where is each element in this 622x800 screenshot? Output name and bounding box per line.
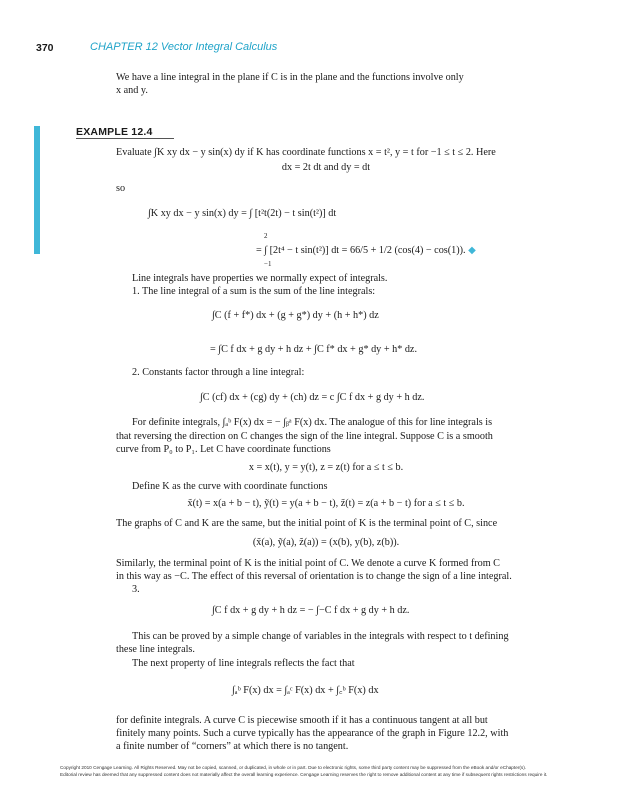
same-graph-line: The graphs of C and K are the same, but the initial point of K is the terminal point of C, since [116, 518, 498, 529]
property-3: 3. [132, 584, 140, 595]
property-1-eq-1: ∫C (f + f*) dx + (g + g*) dy + (h + h*) dz [212, 310, 379, 321]
integral-lower-limit: −1 [264, 260, 272, 268]
property-1-eq-2: = ∫C f dx + g dy + h dz + ∫C f* dx + g* dy + h* dz. [210, 344, 418, 355]
example-accent-bar [34, 126, 40, 254]
definite-line-3: curve from P₀ to P₁. Let C have coordinate functions [116, 444, 331, 455]
k-coordinate-eq: x̃(t) = x(a + b − t), ỹ(t) = y(a + b − t), z̃(t) = z(a + b − t) for a ≤ t ≤ b. [187, 498, 465, 509]
example-eq-2b [256, 244, 476, 257]
property-2: 2. Constants factor through a line integral: [132, 367, 305, 378]
copyright-line-2: Editorial review has deemed that any suppressed content does not materially affect the overall learning experience. Cengage Learning reserves the right to remove additional content at any time if subsequent rights restrictions require it. [60, 772, 548, 777]
page-number: 370 [36, 42, 54, 54]
example-eq-2a: ∫K xy dx − y sin(x) dy = ∫ [t²t(2t) − t sin(t²)] dt [148, 208, 337, 219]
proof-line-2: these line integrals. [116, 644, 195, 655]
similarly-line-2: in this way as −C. The effect of this reversal of orientation is to change the sign of a line integral. [116, 571, 512, 582]
piecewise-line-3: a finite number of “corners” at which there is no tangent. [116, 741, 349, 752]
example-line-1: Evaluate ∫K xy dx − y sin(x) dy if K has coordinate functions x = t², y = t for −1 ≤ t ≤ 2. Here [116, 147, 496, 158]
intro-line-1: We have a line integral in the plane if C is in the plane and the functions involve only [116, 72, 464, 83]
properties-intro: Line integrals have properties we normally expect of integrals. [132, 273, 388, 284]
property-1: 1. The line integral of a sum is the sum of the line integrals: [132, 286, 376, 297]
example-eq-1: dx = 2t dt and dy = dt [281, 162, 371, 173]
proof-line-1: This can be proved by a simple change of variables in the integrals with respect to t defining [132, 631, 509, 642]
copyright-line-1: Copyright 2010 Cengage Learning. All Rights Reserved. May not be copied, scanned, or duplicated, in whole or in part. Due to electronic rights, some third party content may be suppressed from the eBook and/or eChapter(s). [60, 765, 527, 770]
definite-line-2: that reversing the direction on C changes the sign of the line integral. Suppose C is a smooth [116, 431, 493, 442]
integral-upper-limit: 2 [264, 232, 268, 240]
copyright-footer [60, 764, 580, 778]
intro-line-2: x and y. [116, 85, 148, 96]
example-so: so [116, 183, 126, 194]
example-heading: EXAMPLE 12.4 [76, 126, 153, 138]
initial-point-eq: (x̃(a), ỹ(a), z̃(a)) = (x(b), y(b), z(b)). [252, 537, 400, 548]
definite-line-1: For definite integrals, ∫ₐᵇ F(x) dx = − ∫ᵦᵃ F(x) dx. The analogue of this for line integrals is [132, 417, 493, 428]
piecewise-line-1: for definite integrals. A curve C is piecewise smooth if it has a continuous tangent at all but [116, 715, 488, 726]
similarly-line-1: Similarly, the terminal point of K is the initial point of C. We denote a curve K formed from C [116, 558, 500, 569]
example-eq-2b-text: = ∫ [2t⁴ − t sin(t²)] dt = 66/5 + 1/2 (cos(4) − cos(1)). [256, 245, 466, 256]
example-rule [76, 138, 174, 139]
end-of-example-icon: ◆ [468, 245, 476, 256]
chapter-title: CHAPTER 12 Vector Integral Calculus [90, 41, 278, 53]
next-property-line: The next property of line integrals reflects the fact that [132, 658, 355, 669]
coordinate-eq: x = x(t), y = y(t), z = z(t) for a ≤ t ≤ b. [248, 462, 404, 473]
property-3-eq: ∫C f dx + g dy + h dz = − ∫−C f dx + g dy + h dz. [212, 605, 410, 616]
split-integral-eq: ∫ₐᵇ F(x) dx = ∫ₐᶜ F(x) dx + ∫꜀ᵇ F(x) dx [232, 685, 379, 696]
property-2-eq: ∫C (cf) dx + (cg) dy + (ch) dz = c ∫C f dx + g dy + h dz. [200, 392, 425, 403]
piecewise-line-2: finitely many points. Such a curve typically has the appearance of the graph in Figure 12.2, with [116, 728, 509, 739]
define-k: Define K as the curve with coordinate functions [132, 481, 328, 492]
